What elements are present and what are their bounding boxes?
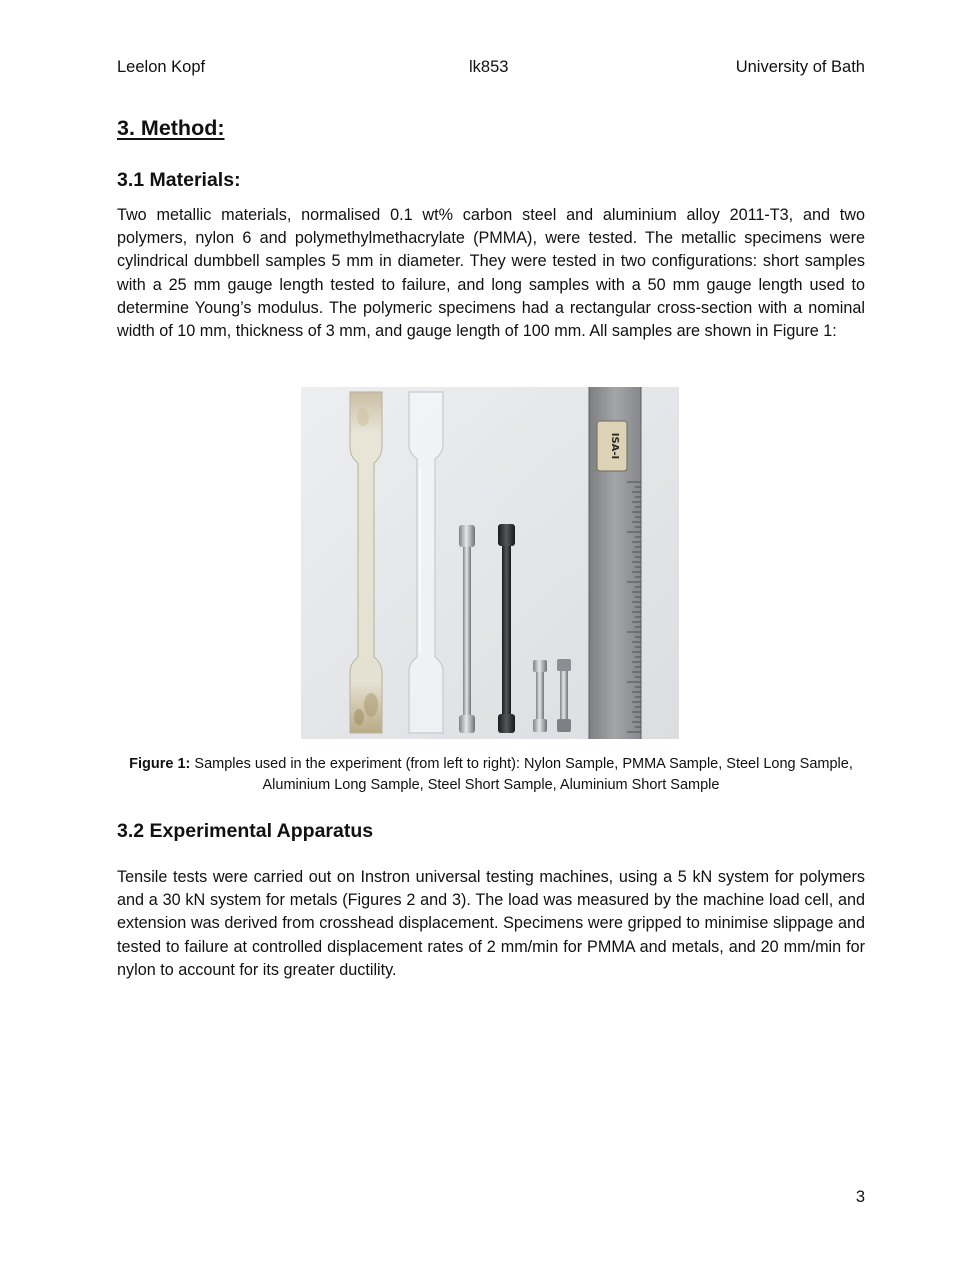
header-author: Leelon Kopf bbox=[117, 58, 206, 76]
figure-1-caption bbox=[117, 754, 865, 796]
page-header bbox=[117, 58, 865, 80]
figure-1-photo bbox=[301, 387, 679, 739]
header-user-id: lk853 bbox=[469, 58, 509, 76]
apparatus-heading: 3.2 Experimental Apparatus bbox=[117, 820, 374, 842]
materials-heading: 3.1 Materials: bbox=[117, 169, 241, 191]
page-number: 3 bbox=[855, 1188, 865, 1206]
header-institution: University of Bath bbox=[735, 58, 865, 76]
figure-1-label: Figure 1: bbox=[129, 756, 191, 772]
ruler-sticker-label: ISA-I bbox=[609, 432, 620, 460]
figure-1-caption-text: Samples used in the experiment (from left to right): Nylon Sample, PMMA Sample, Steel Long Sample, Aluminium Long Sample, Steel Short Sample, Aluminium Short Sample bbox=[194, 756, 853, 793]
apparatus-paragraph: Tensile tests were carried out on Instron universal testing machines, using a 5 kN system for polymers and a 30 kN system for metals (Figures 2 and 3). The load was measured by the machine load cell, and extension was derived from crosshead displacement. Specimens were gripped to minimise slippage and tested to failure at controlled displacement rates of 2 mm/min for PMMA and metals, and 20 mm/min for nylon to account for its greater ductility. bbox=[117, 868, 865, 979]
section-title: 3. Method: bbox=[117, 116, 225, 140]
materials-paragraph: Two metallic materials, normalised 0.1 wt% carbon steel and aluminium alloy 2011-T3, and two polymers, nylon 6 and polymethylmethacrylate (PMMA), were tested. The metallic specimens were cylindrical dumbbell samples 5 mm in diameter. They were tested in two configurations: short samples with a 25 mm gauge length tested to failure, and long samples with a 50 mm gauge length used to determine Young’s modulus. The polymeric specimens had a rectangular cross-section with a nominal width of 10 mm, thickness of 3 mm, and gauge length of 100 mm. All samples are shown in Figure 1: bbox=[117, 206, 865, 341]
steel-ruler bbox=[589, 387, 641, 739]
